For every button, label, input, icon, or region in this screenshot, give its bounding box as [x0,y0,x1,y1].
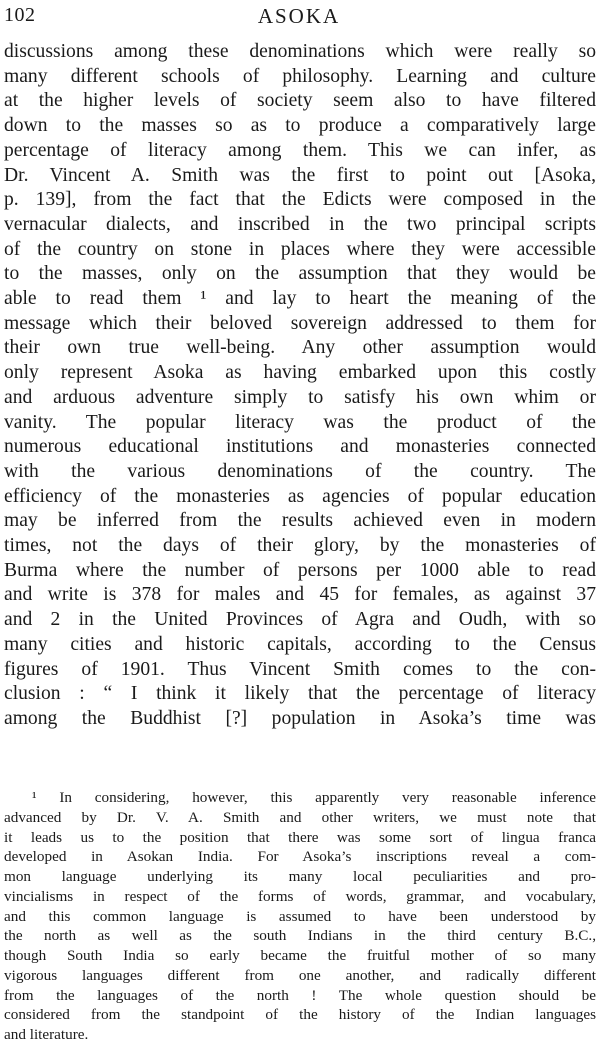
body-line: percentage of literacy among them. This we can infer, as [4,139,596,161]
body-line: may be inferred from the results achieved even in modern [4,510,596,532]
body-line: down to the masses so as to produce a comparatively large [4,115,596,137]
body-line: with the various denominations of the country. The [4,460,596,482]
body-line: of the country on stone in places where they were accessible [4,238,596,260]
body-line: vanity. The popular literacy was the product of the [4,411,596,433]
footnote-line: mon language underlying its many local peculiarities and pro- [4,868,596,885]
footnote-line: though South India so early became the fruitful mother of so many [4,947,596,964]
footnote [4,788,596,1045]
body-line: efficiency of the monasteries as agencies of popular education [4,485,596,507]
footnote-line: and literature. [4,1026,89,1043]
body-line: message which their beloved sovereign addressed to them for [4,312,596,334]
body-line: Dr. Vincent A. Smith was the first to point out [Asoka, [4,164,596,186]
footnote-line: it leads us to the position that there was some sort of lingua franca [4,828,596,846]
body-line: many different schools of philosophy. Learning and culture [4,65,596,87]
body-line: times, not the days of their glory, by the monasteries of [4,535,596,557]
body-line: among the Buddhist [?] population in Asoka’s time was [4,707,596,729]
body-line: Burma where the number of persons per 1000 able to read [4,559,596,581]
page-header [4,4,594,34]
body-line: to the masses, only on the assumption that they would be [4,263,596,285]
body-line: clusion : “ I think it likely that the percentage of literacy [4,683,596,705]
body-line: p. 139], from the fact that the Edicts were composed in the [4,189,596,211]
body-line: and 2 in the United Provinces of Agra and Oudh, with so [4,609,596,631]
running-title: ASOKA [257,4,341,28]
footnote-line: ¹ In considering, however, this apparently very reasonable inference [32,789,596,806]
body-text [4,40,596,732]
body-line: only represent Asoka as having embarked upon this costly [4,362,596,384]
body-line: their own true well-being. Any other assumption would [4,337,596,359]
body-line: many cities and historic capitals, according to the Census [4,633,596,655]
page-number: 102 [4,4,36,26]
body-line: vernacular dialects, and inscribed in the two principal scripts [4,213,596,235]
body-line: and arduous adventure simply to satisfy his own whim or [4,386,596,408]
footnote-line: advanced by Dr. V. A. Smith and other writers, we must note that [4,808,596,826]
footnote-line: developed in Asokan India. For Asoka’s inscriptions reveal a com- [4,848,596,866]
body-line: numerous educational institutions and monasteries connected [4,436,596,458]
body-line: discussions among these denominations which were really so [4,41,596,62]
footnote-line: the north as well as the south Indians in the third century B.C., [4,927,596,945]
body-line: figures of 1901. Thus Vincent Smith comes to the con- [4,658,596,680]
body-line: and write is 378 for males and 45 for females, as against 37 [4,584,596,606]
footnote-line: considered from the standpoint of the history of the Indian languages [4,1006,596,1024]
body-line: able to read them ¹ and lay to heart the meaning of the [4,288,596,310]
footnote-line: vigorous languages different from one another, and radically different [4,966,596,984]
footnote-line: vincialisms in respect of the forms of words, grammar, and vocabulary, [4,887,596,905]
body-line: at the higher levels of society seem also to have filtered [4,90,596,112]
footnote-line: from the languages of the north ! The whole question should be [4,986,596,1004]
footnote-line: and this common language is assumed to have been understood by [4,907,596,925]
